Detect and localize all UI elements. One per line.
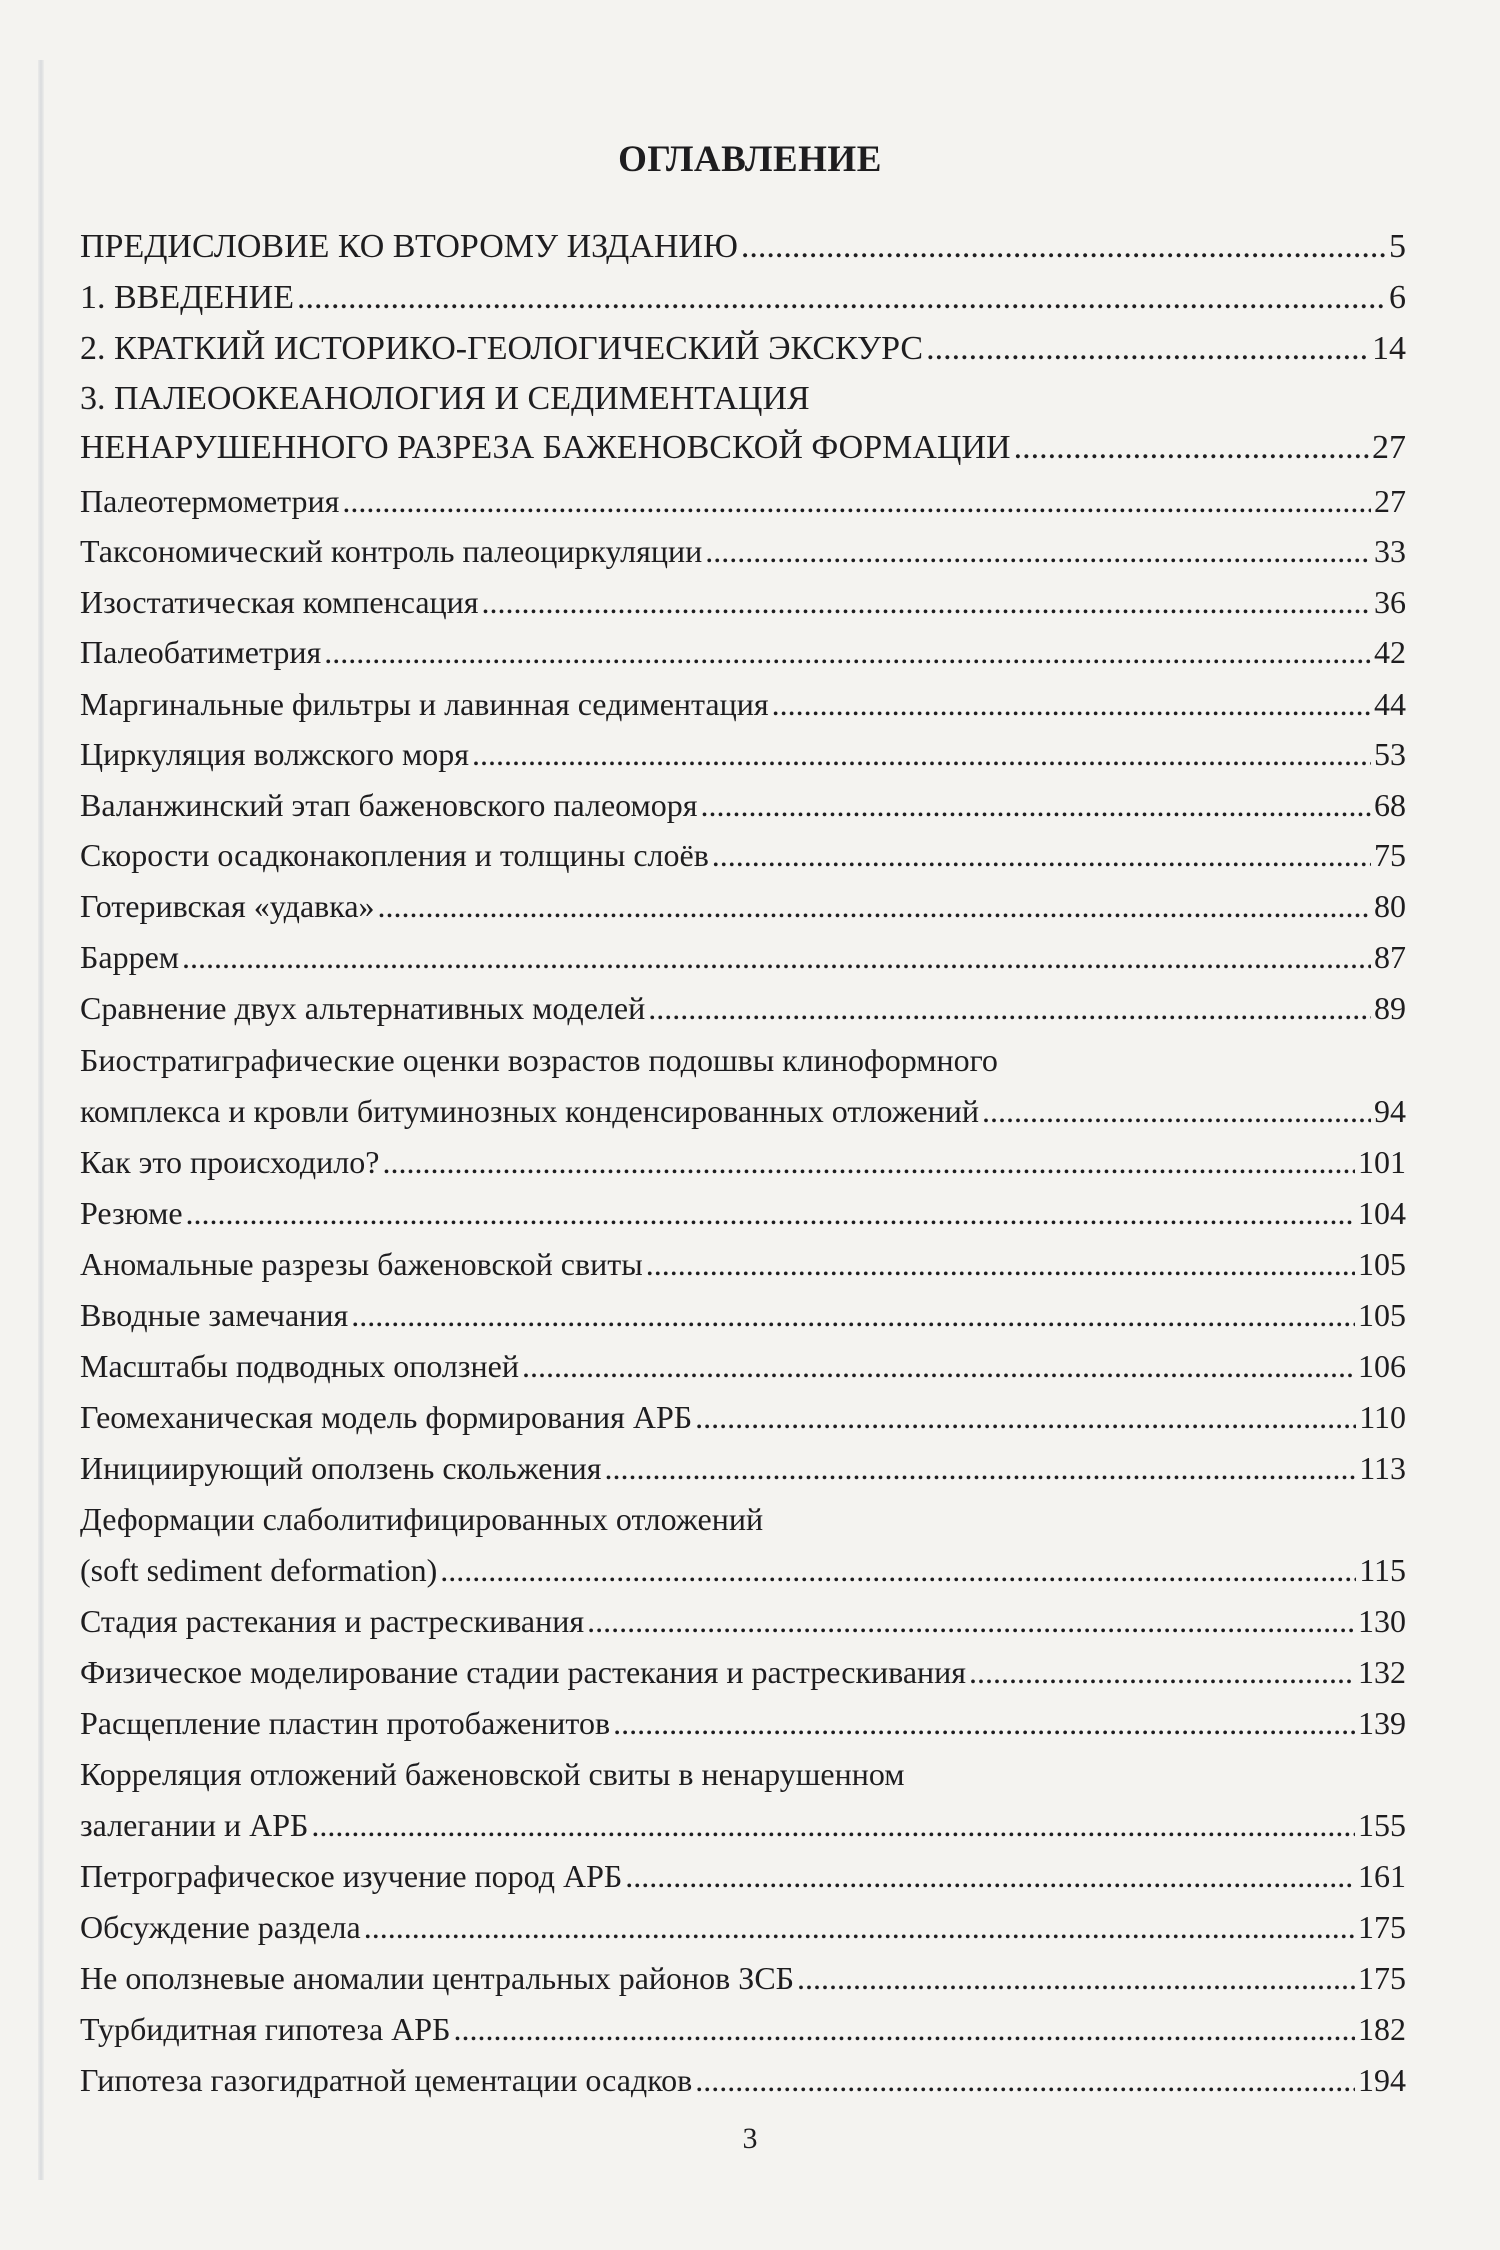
toc-entry-text: Изостатическая компенсация xyxy=(80,584,479,620)
toc-entry xyxy=(80,584,1406,622)
toc-entry-page: 194 xyxy=(1358,2062,1406,2098)
leader-dots xyxy=(982,1093,1371,1130)
toc-entry-text: Гипотеза газогидратной цементации осадков xyxy=(80,2062,693,2098)
toc-entry xyxy=(80,1603,1406,1641)
toc-entry-text: ПРЕДИСЛОВИЕ КО ВТОРОМУ ИЗДАНИЮ xyxy=(80,228,738,265)
leader-dots xyxy=(382,1144,1355,1181)
toc-entry xyxy=(80,1246,1406,1284)
toc-entry-text: Стадия растекания и растрескивания xyxy=(80,1603,585,1639)
toc-entry xyxy=(80,330,1406,370)
toc-entry-page: 104 xyxy=(1358,1195,1406,1231)
toc-title: ОГЛАВЛЕНИЕ xyxy=(618,139,882,180)
toc-entry-text: Инициирующий оползень скольжения xyxy=(80,1450,602,1486)
toc-entry-page: 130 xyxy=(1358,1603,1406,1639)
toc-entry xyxy=(80,1654,1406,1692)
toc-entry-text: залегании и АРБ xyxy=(80,1807,309,1843)
toc-entry-page: 68 xyxy=(1374,787,1406,823)
toc-entry xyxy=(80,1552,1406,1590)
leader-dots xyxy=(613,1705,1355,1742)
toc-entry-page: 94 xyxy=(1374,1093,1406,1129)
leader-dots xyxy=(712,837,1371,874)
toc-entry-continued xyxy=(80,1756,1406,1794)
toc-entry-text: НЕНАРУШЕННОГО РАЗРЕЗА БАЖЕНОВСКОЙ ФОРМАЦИИ xyxy=(80,429,1011,466)
scan-page-edge xyxy=(38,60,44,2180)
toc-entry-text: Как это происходило? xyxy=(80,1144,380,1180)
toc-entry-page: 42 xyxy=(1374,634,1406,670)
toc-entry-text: 2. КРАТКИЙ ИСТОРИКО-ГЕОЛОГИЧЕСКИЙ ЭКСКУРС xyxy=(80,330,924,367)
leader-dots xyxy=(472,736,1371,773)
leader-dots xyxy=(364,1909,1355,1946)
toc-entry-page: 33 xyxy=(1374,533,1406,569)
leader-dots xyxy=(297,279,1386,317)
toc-entry-page: 27 xyxy=(1374,483,1406,519)
toc-entry xyxy=(80,2062,1406,2100)
toc-entry-page: 161 xyxy=(1358,1858,1406,1894)
leader-dots xyxy=(182,939,1371,976)
toc-entry xyxy=(80,228,1406,268)
toc-entry xyxy=(80,279,1406,319)
leader-dots xyxy=(646,1246,1355,1283)
leader-dots xyxy=(311,1807,1355,1844)
toc-entry xyxy=(80,1297,1406,1335)
toc-entry-page: 89 xyxy=(1374,990,1406,1026)
toc-entry xyxy=(80,1144,1406,1182)
toc-entry-page: 101 xyxy=(1358,1144,1406,1180)
toc-entry-text: Палеотермометрия xyxy=(80,483,340,519)
toc-entry xyxy=(80,1093,1406,1131)
toc-entry-page: 175 xyxy=(1358,1909,1406,1945)
page-number: 3 xyxy=(742,2122,758,2155)
toc-entry xyxy=(80,429,1406,469)
toc-entry xyxy=(80,1195,1406,1233)
toc-entry-continued xyxy=(80,1042,1406,1080)
toc-entry xyxy=(80,1909,1406,1947)
toc-entry-page: 115 xyxy=(1359,1552,1406,1588)
toc-entry-text: Расщепление пластин протобаженитов xyxy=(80,1705,611,1741)
toc-entry-text: 3. ПАЛЕООКЕАНОЛОГИЯ И СЕДИМЕНТАЦИЯ xyxy=(80,380,810,417)
toc-entry-text: Вводные замечания xyxy=(80,1297,349,1333)
toc-entry xyxy=(80,787,1406,825)
toc-entry-text: Сравнение двух альтернативных моделей xyxy=(80,990,646,1026)
toc-entry-text: Скорости осадконакопления и толщины слоёв xyxy=(80,837,709,873)
leader-dots xyxy=(926,330,1369,368)
toc-entry-page: 175 xyxy=(1358,1960,1406,1996)
toc-entry-text: комплекса и кровли битуминозных конденсированных отложений xyxy=(80,1093,979,1129)
toc-entry-page: 106 xyxy=(1358,1348,1406,1384)
toc-entry-page: 105 xyxy=(1358,1297,1406,1333)
toc-entry xyxy=(80,1858,1406,1896)
toc-entry-page: 36 xyxy=(1374,584,1406,620)
leader-dots xyxy=(772,686,1371,723)
toc-entry-text: Турбидитная гипотеза АРБ xyxy=(80,2011,451,2047)
toc-entry xyxy=(80,1399,1406,1437)
toc-entry-page: 110 xyxy=(1359,1399,1406,1435)
toc-entry-page: 44 xyxy=(1374,686,1406,722)
toc-entry-page: 105 xyxy=(1358,1246,1406,1282)
toc-entry xyxy=(80,686,1406,724)
toc-entry xyxy=(80,483,1406,521)
toc-entry-page: 5 xyxy=(1389,228,1406,265)
toc-entry-text: Маргинальные фильтры и лавинная седиментация xyxy=(80,686,769,722)
leader-dots xyxy=(705,533,1371,570)
toc-entry-page: 75 xyxy=(1374,837,1406,873)
toc-entry-text: Палеобатиметрия xyxy=(80,634,322,670)
toc-entry-text: Резюме xyxy=(80,1195,183,1231)
leader-dots xyxy=(351,1297,1355,1334)
toc-entry-text: Корреляция отложений баженовской свиты в ненарушенном xyxy=(80,1756,905,1792)
toc-entry-continued xyxy=(80,380,1406,420)
toc-entry xyxy=(80,1960,1406,1998)
toc-entry xyxy=(80,1705,1406,1743)
toc-entry xyxy=(80,533,1406,571)
toc-entry xyxy=(80,1450,1406,1488)
leader-dots xyxy=(701,787,1371,824)
leader-dots xyxy=(378,888,1371,925)
toc-entry-continued xyxy=(80,1501,1406,1539)
toc-entry xyxy=(80,837,1406,875)
toc-entry xyxy=(80,939,1406,977)
toc-entry-text: Валанжинский этап баженовского палеоморя xyxy=(80,787,698,823)
leader-dots xyxy=(695,1399,1356,1436)
toc-entry-page: 113 xyxy=(1359,1450,1406,1486)
toc-entry-text: Геомеханическая модель формирования АРБ xyxy=(80,1399,693,1435)
toc-entry-page: 80 xyxy=(1374,888,1406,924)
toc-entry-page: 87 xyxy=(1374,939,1406,975)
leader-dots xyxy=(522,1348,1355,1385)
toc-entry-text: (soft sediment deformation) xyxy=(80,1552,438,1588)
toc-entry-text: Деформации слаболитифицированных отложений xyxy=(80,1501,764,1537)
toc-entry xyxy=(80,634,1406,672)
leader-dots xyxy=(969,1654,1355,1691)
toc-entry-page: 6 xyxy=(1389,279,1406,316)
toc-entry-text: Масштабы подводных оползней xyxy=(80,1348,519,1384)
leader-dots xyxy=(604,1450,1356,1487)
toc-entry-text: Баррем xyxy=(80,939,180,975)
leader-dots xyxy=(481,584,1371,621)
toc-entry-page: 53 xyxy=(1374,736,1406,772)
leader-dots xyxy=(587,1603,1355,1640)
leader-dots xyxy=(625,1858,1355,1895)
leader-dots xyxy=(440,1552,1356,1589)
toc-entry-text: Таксономический контроль палеоциркуляции xyxy=(80,533,703,569)
leader-dots xyxy=(741,228,1386,266)
leader-dots xyxy=(797,1960,1355,1997)
toc-entry-text: Физическое моделирование стадии растекания и растрескивания xyxy=(80,1654,967,1690)
toc-entry-text: Циркуляция волжского моря xyxy=(80,736,469,772)
toc-entry-text: 1. ВВЕДЕНИЕ xyxy=(80,279,294,316)
table-of-contents xyxy=(80,0,1406,2250)
toc-entry-page: 27 xyxy=(1372,429,1406,466)
leader-dots xyxy=(1014,429,1369,467)
toc-entry xyxy=(80,888,1406,926)
toc-entry xyxy=(80,1348,1406,1386)
leader-dots xyxy=(648,990,1371,1027)
toc-entry-text: Обсуждение раздела xyxy=(80,1909,361,1945)
toc-entry xyxy=(80,736,1406,774)
leader-dots xyxy=(695,2062,1355,2099)
toc-entry xyxy=(80,2011,1406,2049)
toc-entry-text: Петрографическое изучение пород АРБ xyxy=(80,1858,623,1894)
toc-entry xyxy=(80,1807,1406,1845)
toc-entry-text: Аномальные разрезы баженовской свиты xyxy=(80,1246,643,1282)
leader-dots xyxy=(453,2011,1355,2048)
toc-entry-text: Не оползневые аномалии центральных районов ЗСБ xyxy=(80,1960,795,1996)
toc-entry-text: Биостратиграфические оценки возрастов подошвы клиноформного xyxy=(80,1042,998,1078)
toc-entry-page: 139 xyxy=(1358,1705,1406,1741)
leader-dots xyxy=(342,483,1371,520)
toc-entry-page: 155 xyxy=(1358,1807,1406,1843)
toc-entry xyxy=(80,990,1406,1028)
toc-entry-page: 14 xyxy=(1372,330,1406,367)
leader-dots xyxy=(324,634,1371,671)
toc-entry-page: 182 xyxy=(1358,2011,1406,2047)
toc-entry-text: Готеривская «удавка» xyxy=(80,888,375,924)
toc-entry-page: 132 xyxy=(1358,1654,1406,1690)
leader-dots xyxy=(186,1195,1355,1232)
